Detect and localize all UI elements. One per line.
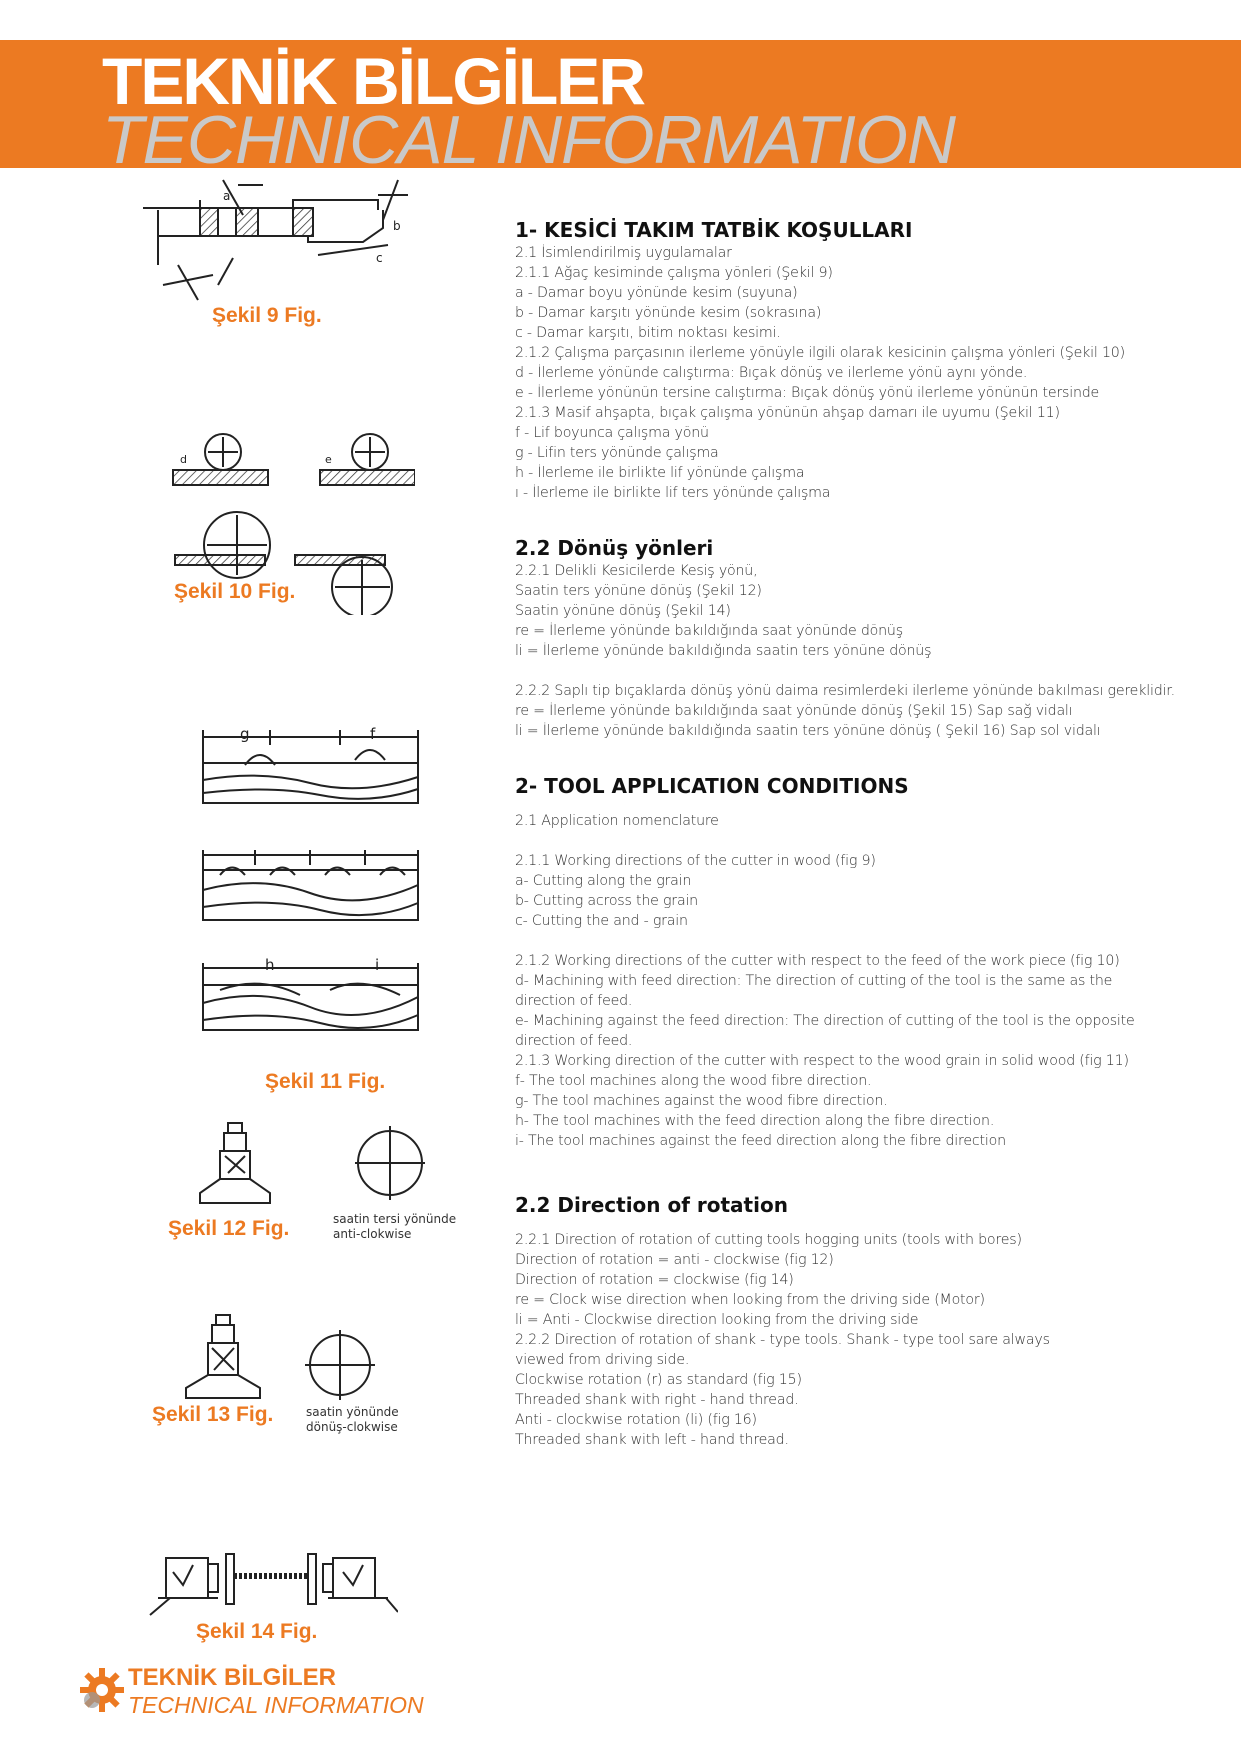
figure-9-caption: Şekil 9 Fig.	[212, 304, 322, 327]
section-en-line: f- The tool machines along the wood fibre direction.	[515, 1073, 872, 1089]
section-rot-tr-line: 2.2.2 Saplı tip bıçaklarda dönüş yönü daima resimlerdeki ilerleme yönünde bakılması gereklidir.	[515, 683, 1175, 699]
section-rot-en-line: li = Anti - Clockwise direction looking from the driving side	[515, 1312, 919, 1328]
section-tr-line: c - Damar karşıtı, bitim noktası kesimi.	[515, 325, 781, 341]
figure-12-note	[333, 1212, 456, 1242]
figure-11-drawing	[200, 725, 425, 1065]
section-tr-line: ı - İlerleme ile birlikte lif ters yönünde çalışma	[515, 485, 831, 501]
section-tr-rotation	[515, 535, 1215, 741]
fig9-letter-c: c	[376, 251, 383, 265]
section-en-rotation	[515, 1192, 1215, 1450]
section-rot-en-line: Direction of rotation = anti - clockwise (fig 12)	[515, 1252, 834, 1268]
figure-12-drawing	[190, 1118, 440, 1218]
figure-13-note	[306, 1405, 399, 1435]
fig9-letter-a: a	[223, 189, 231, 203]
section-en-line: direction of feed.	[515, 993, 633, 1009]
figure-14-drawing	[148, 1550, 398, 1620]
section-tr-line: 2.1.1 Ağaç kesiminde çalışma yönleri (Şekil 9)	[515, 265, 833, 281]
section-en-line: c- Cutting the and - grain	[515, 913, 688, 929]
section-tr-line: f - Lif boyunca çalışma yönü	[515, 425, 709, 441]
section-en-line: direction of feed.	[515, 1033, 633, 1049]
section-en-line: 2.1.2 Working directions of the cutter with respect to the feed of the work piece (fig 10)	[515, 953, 1120, 969]
figure-13-drawing	[180, 1310, 410, 1410]
section-tr-line: g - Lifin ters yönünde çalışma	[515, 445, 719, 461]
section-tr-line: a - Damar boyu yönünde kesim (suyuna)	[515, 285, 798, 301]
figure-14-caption: Şekil 14 Fig.	[196, 1620, 318, 1643]
section-en-line: g- The tool machines against the wood fibre direction.	[515, 1093, 888, 1109]
figure-12-note-line-1: saatin tersi yönünde	[333, 1212, 457, 1226]
section-en-line: 2.1.1 Working directions of the cutter in wood (fig 9)	[515, 853, 876, 869]
section-rot-tr-line: Saatin ters yönüne dönüş (Şekil 12)	[515, 583, 762, 599]
figure-12-caption: Şekil 12 Fig.	[168, 1217, 290, 1240]
section-tr-line: d - İlerleme yönünde calıştırma: Bıçak dönüş ve ilerleme yönü aynı yönde.	[515, 365, 1028, 381]
fig11-letter-g: g	[240, 725, 250, 743]
gear-icon	[78, 1666, 126, 1718]
section-rot-en-line: Threaded shank with left - hand thread.	[515, 1432, 789, 1448]
section-rot-en-line: 2.2.2 Direction of rotation of shank - type tools. Shank - type tool sare always	[515, 1332, 1050, 1348]
section-tr-line: h - İlerleme ile birlikte lif yönünde çalışma	[515, 465, 805, 481]
section-en-line: e- Machining against the feed direction: The direction of cutting of the tool is the opposite	[515, 1013, 1135, 1029]
section-rot-tr-line: li = İlerleme yönünde bakıldığında saatin ters yönüne dönüş	[515, 643, 932, 659]
section-tr-line: b - Damar karşıtı yönünde kesim (sokrasına)	[515, 305, 822, 321]
figure-9-drawing	[138, 170, 428, 305]
section-en-line: 2.1.3 Working direction of the cutter with respect to the wood grain in solid wood (fig 11)	[515, 1053, 1129, 1069]
section-en-line: a- Cutting along the grain	[515, 873, 692, 889]
section-rot-tr-line: re = İlerleme yönünde bakıldığında saat yönünde dönüş (Şekil 15) Sap sağ vidalı	[515, 703, 1073, 719]
section-rot-tr-line: Saatin yönüne dönüş (Şekil 14)	[515, 603, 731, 619]
figure-13-note-line-1: saatin yönünde	[306, 1405, 399, 1419]
section-tr-conditions	[515, 217, 1215, 503]
section-rot-tr-line: li = İlerleme yönünde bakıldığında saatin ters yönüne dönüş ( Şekil 16) Sap sol vidalı	[515, 723, 1101, 739]
figure-10-caption: Şekil 10 Fig.	[174, 580, 296, 603]
fig9-letter-b: b	[393, 219, 401, 233]
section-en-line: h- The tool machines with the feed direction along the fibre direction.	[515, 1113, 995, 1129]
fig11-letter-h: h	[265, 956, 275, 974]
section-en-line: b- Cutting across the grain	[515, 893, 698, 909]
section-rot-en-line: Clockwise rotation (r) as standard (fig 15)	[515, 1372, 802, 1388]
fig11-letter-f: f	[370, 725, 376, 743]
fig10-letter-e: e	[325, 453, 332, 466]
footer-title-tr: TEKNİK BİLGİLER	[128, 1664, 336, 1691]
header-title-en: TECHNICAL INFORMATION	[102, 102, 955, 178]
section-tr-line: e - İlerleme yönünün tersine calıştırma: Bıçak dönüş yönü ilerleme yönünün tersinde	[515, 385, 1100, 401]
section-tr-heading: 1- KESİCİ TAKIM TATBİK KOŞULLARI	[515, 218, 913, 242]
section-en-line: i- The tool machines against the feed direction along the fibre direction	[515, 1133, 1006, 1149]
section-rot-en-heading: 2.2 Direction of rotation	[515, 1193, 788, 1217]
section-rot-tr-heading: 2.2 Dönüş yönleri	[515, 536, 714, 560]
section-rot-en-line: re = Clock wise direction when looking from the driving side (Motor)	[515, 1292, 985, 1308]
section-rot-en-line: Anti - clockwise rotation (li) (fig 16)	[515, 1412, 757, 1428]
fig11-letter-i: i	[375, 956, 380, 974]
section-rot-en-line: viewed from driving side.	[515, 1352, 690, 1368]
figure-11-caption: Şekil 11 Fig.	[265, 1070, 386, 1093]
section-tr-line: 2.1 İsimlendirilmiş uygulamalar	[515, 245, 732, 261]
header-banner	[0, 40, 1241, 178]
section-en-heading: 2- TOOL APPLICATION CONDITIONS	[515, 774, 909, 798]
section-rot-en-line: 2.2.1 Direction of rotation of cutting tools hogging units (tools with bores)	[515, 1232, 1022, 1248]
section-rot-en-line: Threaded shank with right - hand thread.	[515, 1392, 799, 1408]
footer-title-en: TECHNICAL INFORMATION	[128, 1692, 424, 1718]
section-rot-tr-line: 2.2.1 Delikli Kesicilerde Kesiş yönü,	[515, 563, 758, 579]
figure-13-note-line-2: dönüş-clokwise	[306, 1420, 398, 1434]
header-title-tr: TEKNİK BİLGİLER	[102, 44, 644, 118]
section-en-line: d- Machining with feed direction: The direction of cutting of the tool is the same as the	[515, 973, 1113, 989]
section-en-intro: 2.1 Application nomenclature	[515, 813, 719, 829]
section-rot-tr-line: re = İlerleme yönünde bakıldığında saat yönünde dönüş	[515, 623, 903, 639]
section-en-conditions	[515, 773, 1215, 1151]
section-tr-line: 2.1.3 Masif ahşapta, bıçak çalışma yönünün ahşap damarı ile uyumu (Şekil 11)	[515, 405, 1060, 421]
section-tr-line: 2.1.2 Çalışma parçasının ilerleme yönüyle ilgili olarak kesicinin çalışma yönleri (Şekil 10)	[515, 345, 1125, 361]
figure-13-caption: Şekil 13 Fig.	[152, 1403, 274, 1426]
section-rot-en-line: Direction of rotation = clockwise (fig 14)	[515, 1272, 794, 1288]
fig10-letter-d: d	[180, 453, 187, 466]
figure-12-note-line-2: anti-clokwise	[333, 1227, 412, 1241]
